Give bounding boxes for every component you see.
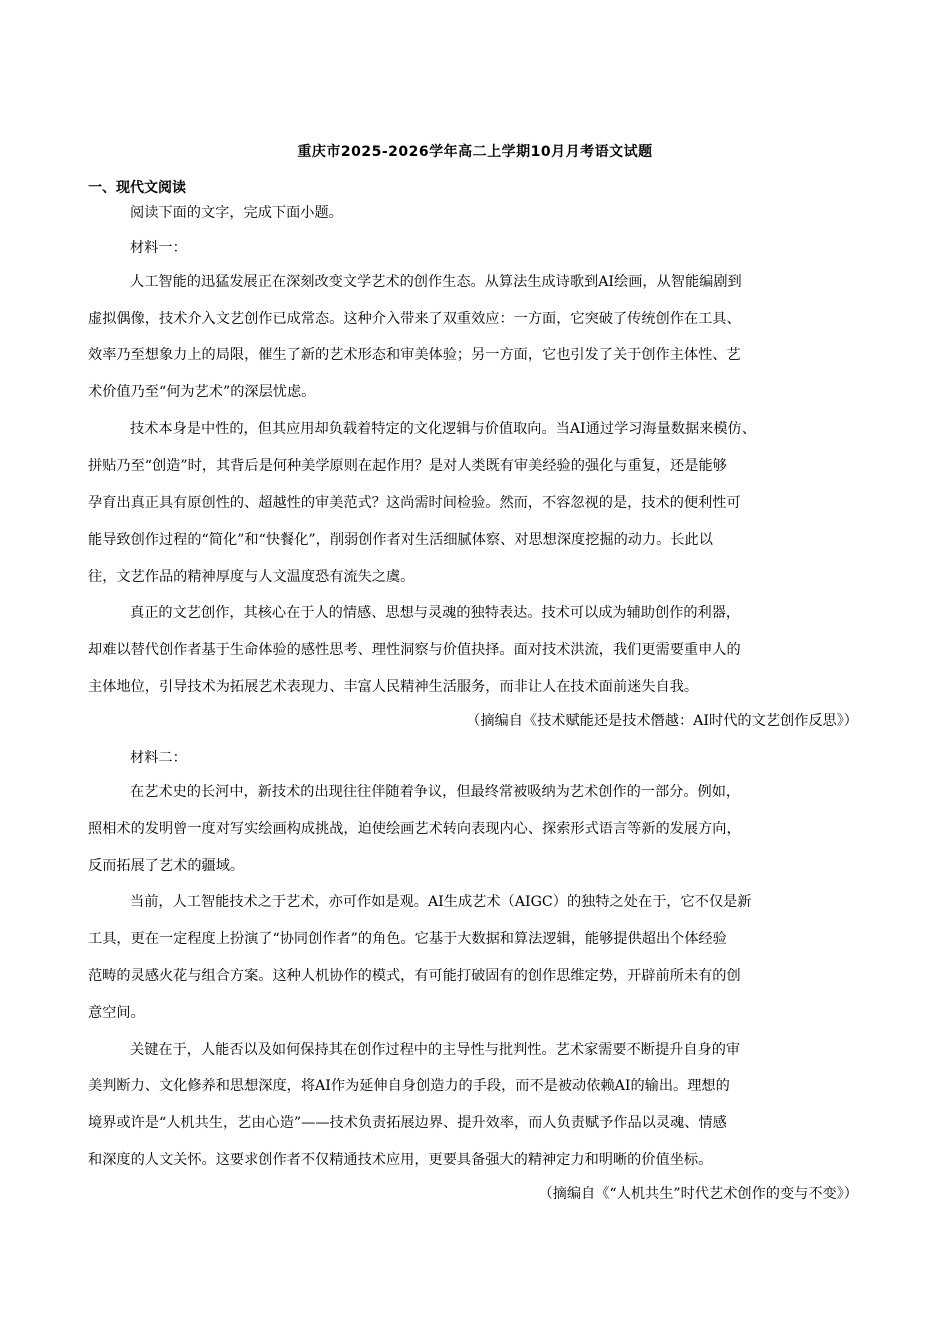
material2-line: 工具，更在一定程度上扮演了“协同创作者”的角色。它基于大数据和算法逻辑，能够提供超出个体经验 [88, 931, 727, 947]
material2-line: 范畴的灵感火花与组合方案。这种人机协作的模式，有可能打破固有的创作思维定势，开辟前所未有的创 [88, 968, 741, 984]
material1-line: 技术本身是中性的，但其应用却负载着特定的文化逻辑与价值取向。当AI通过学习海量数据来模仿、 [130, 421, 756, 437]
material2-line: 意空间。 [88, 1005, 145, 1021]
material2-label: 材料二： [130, 750, 187, 766]
material2-line: 关键在于，人能否以及如何保持其在创作过程中的主导性与批判性。艺术家需要不断提升自身的审 [130, 1042, 741, 1058]
material1-line: 能导致创作过程的“简化”和“快餐化”，削弱创作者对生活细腻体察、对思想深度挖掘的动力。长此以 [88, 532, 713, 548]
instruction-text: 阅读下面的文字，完成下面小题。 [130, 205, 343, 221]
material1-line: 孕育出真正具有原创性的、超越性的审美范式？这尚需时间检验。然而，不容忽视的是，技术的便利性可 [88, 495, 741, 511]
material2-line: 照相术的发明曾一度对写实绘画构成挑战，迫使绘画艺术转向表现内心、探索形式语言等新的发展方向， [88, 821, 741, 837]
material1-line: 往，文艺作品的精神厚度与人文温度恐有流失之虞。 [88, 569, 415, 585]
material2-line: 美判断力、文化修养和思想深度，将AI作为延伸自身创造力的手段，而不是被动依赖AI的输出。理想的 [88, 1078, 730, 1094]
material2-line: 在艺术史的长河中，新技术的出现往往伴随着争议，但最终常被吸纳为艺术创作的一部分。例如， [130, 784, 741, 800]
material1-line: 真正的文艺创作，其核心在于人的情感、思想与灵魂的独特表达。技术可以成为辅助创作的利器， [130, 605, 741, 621]
material1-line: 虚拟偶像，技术介入文艺创作已成常态。这种介入带来了双重效应：一方面，它突破了传统创作在工具、 [88, 311, 741, 327]
material1-line: 效率乃至想象力上的局限，催生了新的艺术形态和审美体验；另一方面，它也引发了关于创作主体性、艺 [88, 347, 741, 363]
material1-line: 拼贴乃至“创造”时，其背后是何种美学原则在起作用？是对人类既有审美经验的强化与重复，还是能够 [88, 458, 727, 474]
material1-label: 材料一： [130, 240, 187, 256]
material2-line: 反而拓展了艺术的疆域。 [88, 858, 245, 874]
material2-line: 境界或许是“人机共生，艺由心造”——技术负责拓展边界、提升效率，而人负责赋予作品以灵魂、情感 [88, 1115, 727, 1131]
material1-line: 却难以替代创作者基于生命体验的感性思考、理性洞察与价值抉择。面对技术洪流，我们更需要重申人的 [88, 642, 741, 658]
material2-source: （摘编自《“人机共生”时代艺术创作的变与不变》） [538, 1186, 858, 1202]
material1-line: 人工智能的迅猛发展正在深刻改变文学艺术的创作生态。从算法生成诗歌到AI绘画，从智能编剧到 [130, 274, 742, 290]
material1-line: 术价值乃至“何为艺术”的深层忧虑。 [88, 384, 316, 400]
material2-line: 当前，人工智能技术之于艺术，亦可作如是观。AI生成艺术（AIGC）的独特之处在于，它不仅是新 [130, 894, 752, 910]
material1-source: （摘编自《技术赋能还是技术僭越：AI时代的文艺创作反思》） [466, 713, 858, 729]
material2-line: 和深度的人文关怀。这要求创作者不仅精通技术应用，更要具备强大的精神定力和明晰的价值坐标。 [88, 1152, 713, 1168]
section-heading: 一、现代文阅读 [88, 180, 186, 196]
material1-line: 主体地位，引导技术为拓展艺术表现力、丰富人民精神生活服务，而非让人在技术面前迷失自我。 [88, 679, 699, 695]
page-title: 重庆市2025-2026学年高二上学期10月月考语文试题 [297, 144, 653, 160]
